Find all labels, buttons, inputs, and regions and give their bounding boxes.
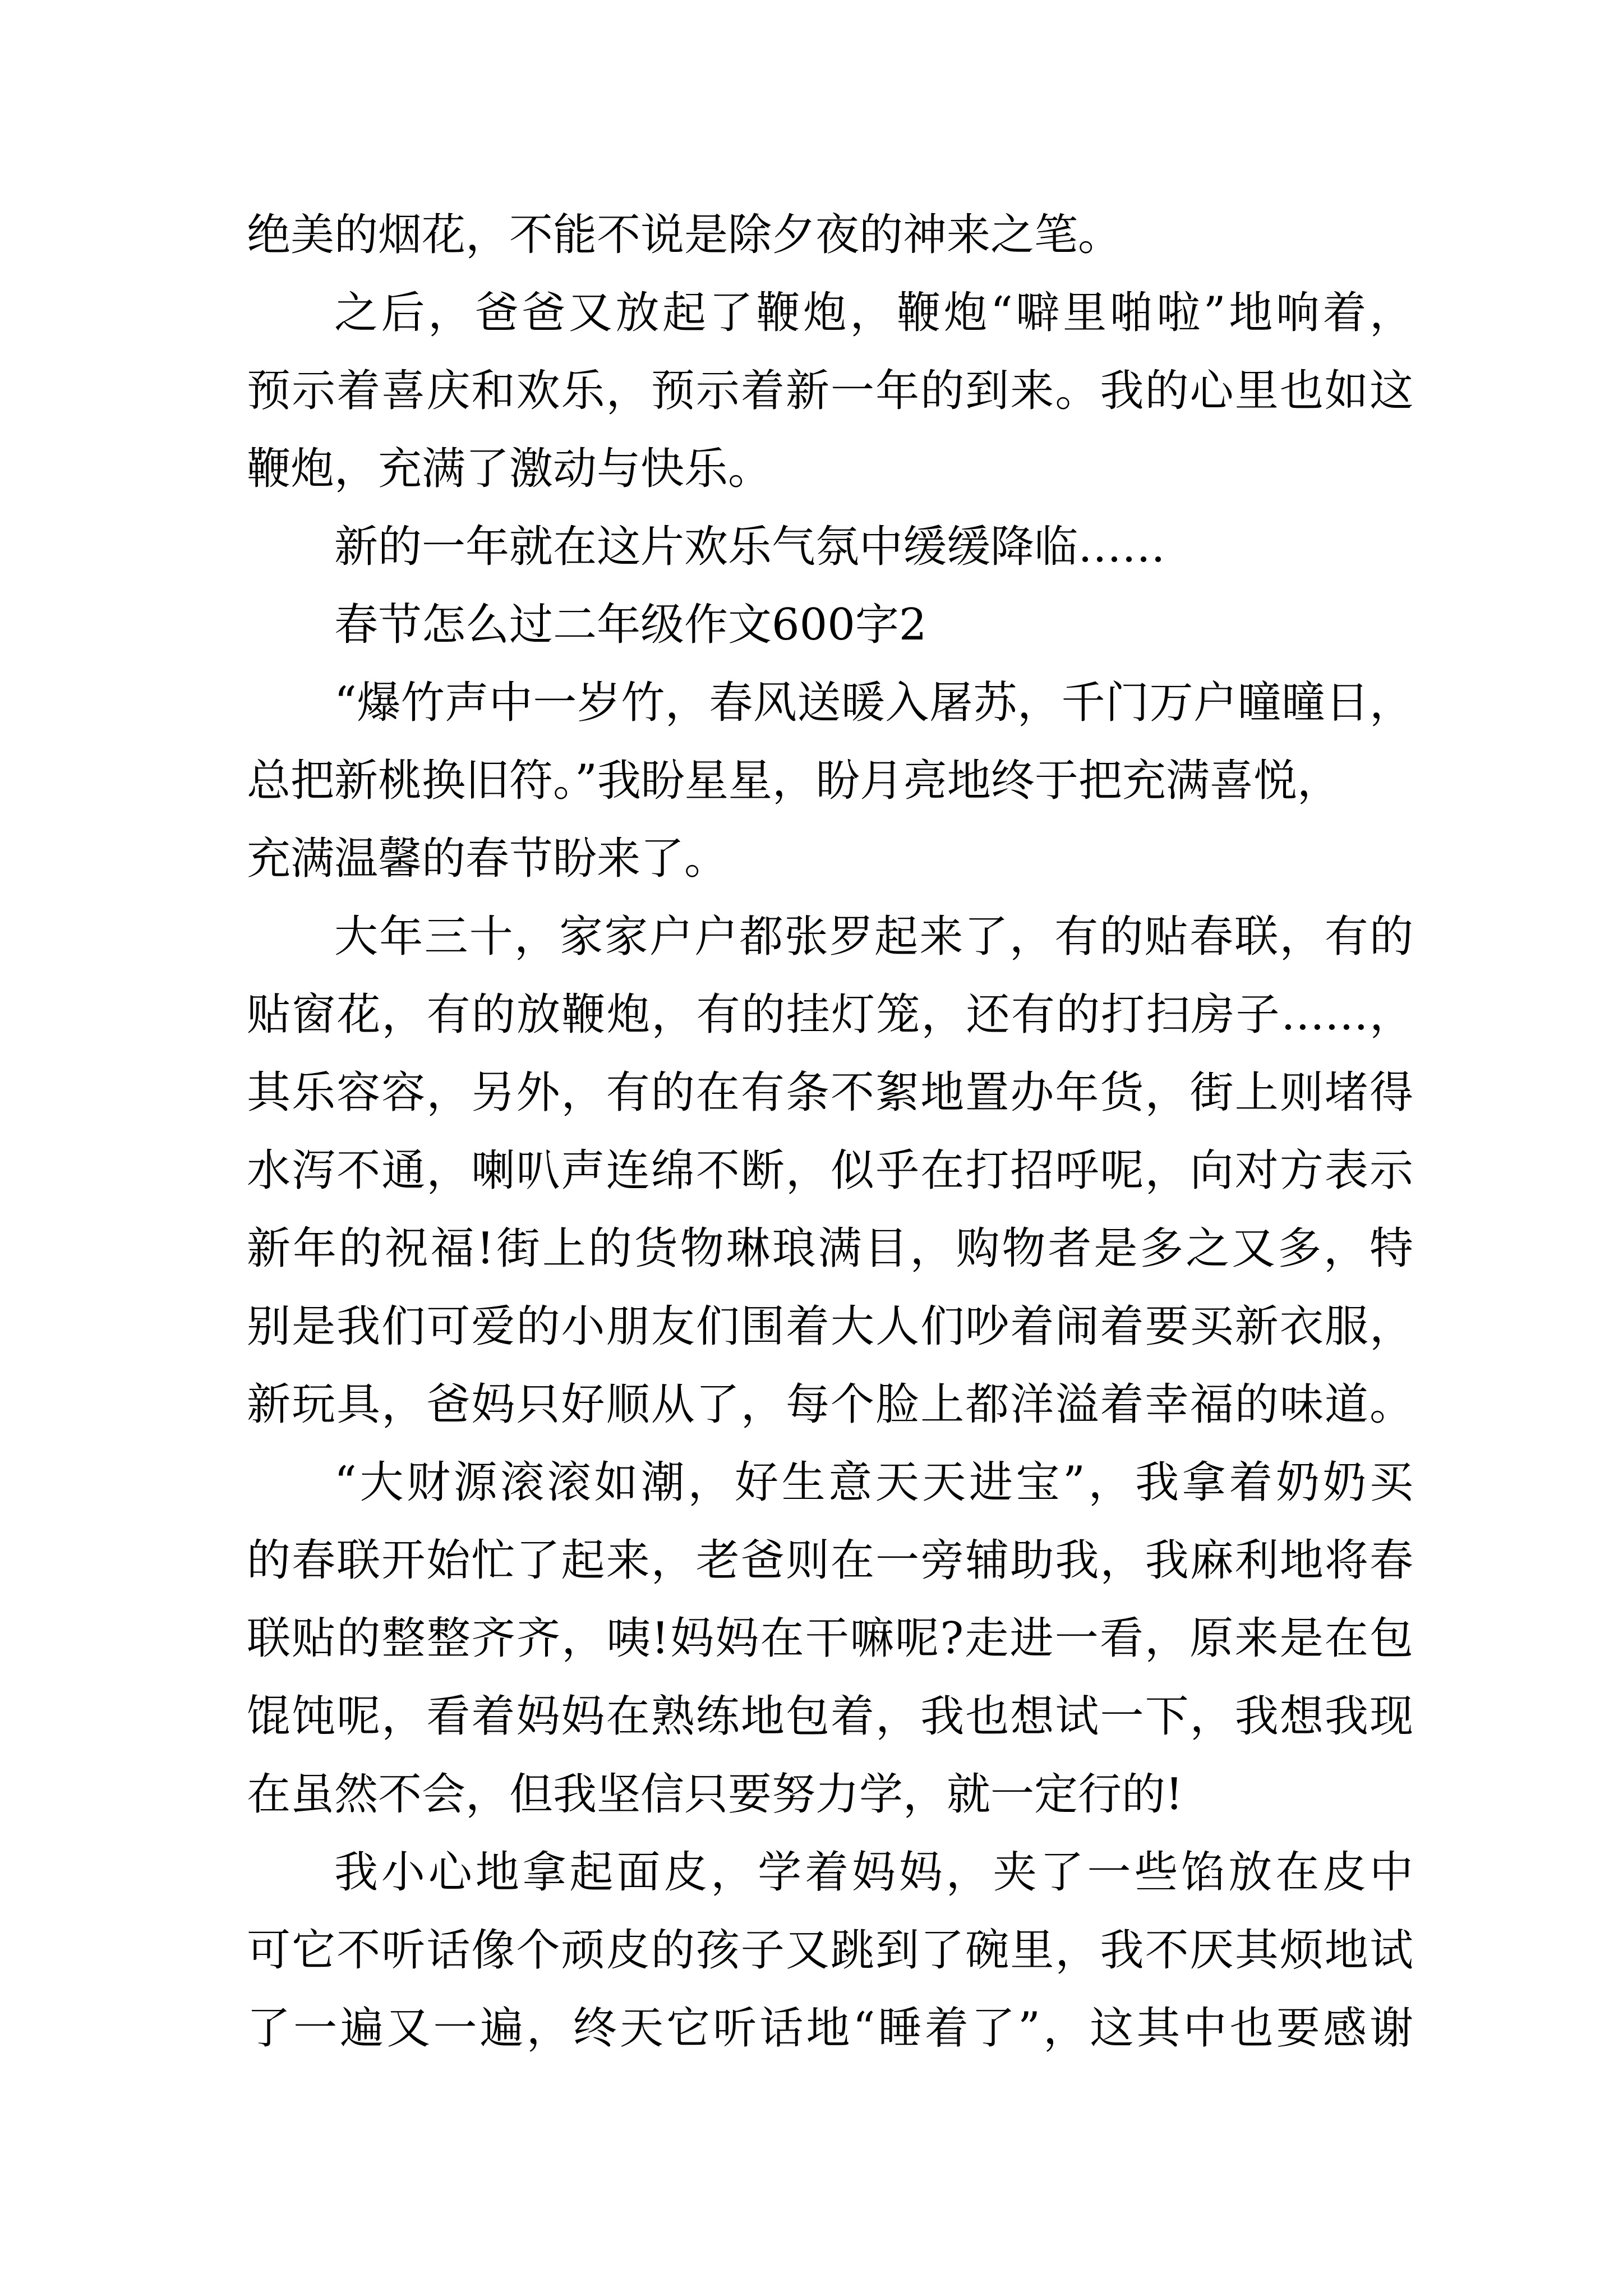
text-line: “大财源滚滚如潮，好生意天天进宝”，我拿着奶奶买 bbox=[334, 1457, 1413, 1508]
text-line: 了一遍又一遍，终天它听话地“睡着了”，这其中也要感谢 bbox=[247, 2003, 1413, 2054]
text-line: 别是我们可爱的小朋友们围着大人们吵着闹着要买新衣服， bbox=[247, 1301, 1413, 1352]
text-line: 可它不听话像个顽皮的孩子又跳到了碗里，我不厌其烦地试 bbox=[247, 1925, 1413, 1976]
text-line: 新年的祝福!街上的货物琳琅满目，购物者是多之又多，特 bbox=[247, 1223, 1413, 1274]
text-line: 其乐容容，另外，有的在有条不絮地置办年货，街上则堵得 bbox=[247, 1068, 1413, 1118]
text-line: 我小心地拿起面皮，学着妈妈，夹了一些馅放在皮中 bbox=[334, 1847, 1413, 1898]
text-line: 充满温馨的春节盼来了。 bbox=[247, 834, 728, 884]
text-line: 鞭炮，充满了激动与快乐。 bbox=[247, 444, 772, 494]
essay-body bbox=[247, 196, 1413, 2068]
text-line: 水泻不通，喇叭声连绵不断，似乎在打招呼呢，向对方表示 bbox=[247, 1145, 1413, 1196]
text-line: 的春联开始忙了起来，老爸则在一旁辅助我，我麻利地将春 bbox=[247, 1535, 1413, 1586]
text-line: 贴窗花，有的放鞭炮，有的挂灯笼，还有的打扫房子……， bbox=[247, 990, 1413, 1040]
text-line: 新的一年就在这片欢乐气氛中缓缓降临…… bbox=[334, 522, 1166, 572]
text-line: 总把新桃换旧符。”我盼星星，盼月亮地终于把充满喜悦， bbox=[247, 756, 1341, 806]
text-line: 大年三十，家家户户都张罗起来了，有的贴春联，有的 bbox=[334, 912, 1413, 962]
text-line: 馄饨呢，看着妈妈在熟练地包着，我也想试一下，我想我现 bbox=[247, 1691, 1413, 1742]
section-title: 春节怎么过二年级作文600字2 bbox=[334, 600, 927, 650]
text-line: 之后，爸爸又放起了鞭炮，鞭炮“噼里啪啦”地响着， bbox=[334, 288, 1413, 338]
text-line: 绝美的烟花，不能不说是除夕夜的神来之笔。 bbox=[247, 210, 1122, 260]
text-line: 联贴的整整齐齐，咦!妈妈在干嘛呢?走进一看，原来是在包 bbox=[247, 1613, 1413, 1664]
text-line: 在虽然不会，但我坚信只要努力学，就一定行的! bbox=[247, 1769, 1183, 1820]
text-line: 新玩具，爸妈只好顺从了，每个脸上都洋溢着幸福的味道。 bbox=[247, 1379, 1413, 1430]
text-line: 预示着喜庆和欢乐，预示着新一年的到来。我的心里也如这 bbox=[247, 366, 1413, 416]
text-line: “爆竹声中一岁竹，春风送暖入屠苏，千门万户曈曈日， bbox=[334, 678, 1413, 728]
